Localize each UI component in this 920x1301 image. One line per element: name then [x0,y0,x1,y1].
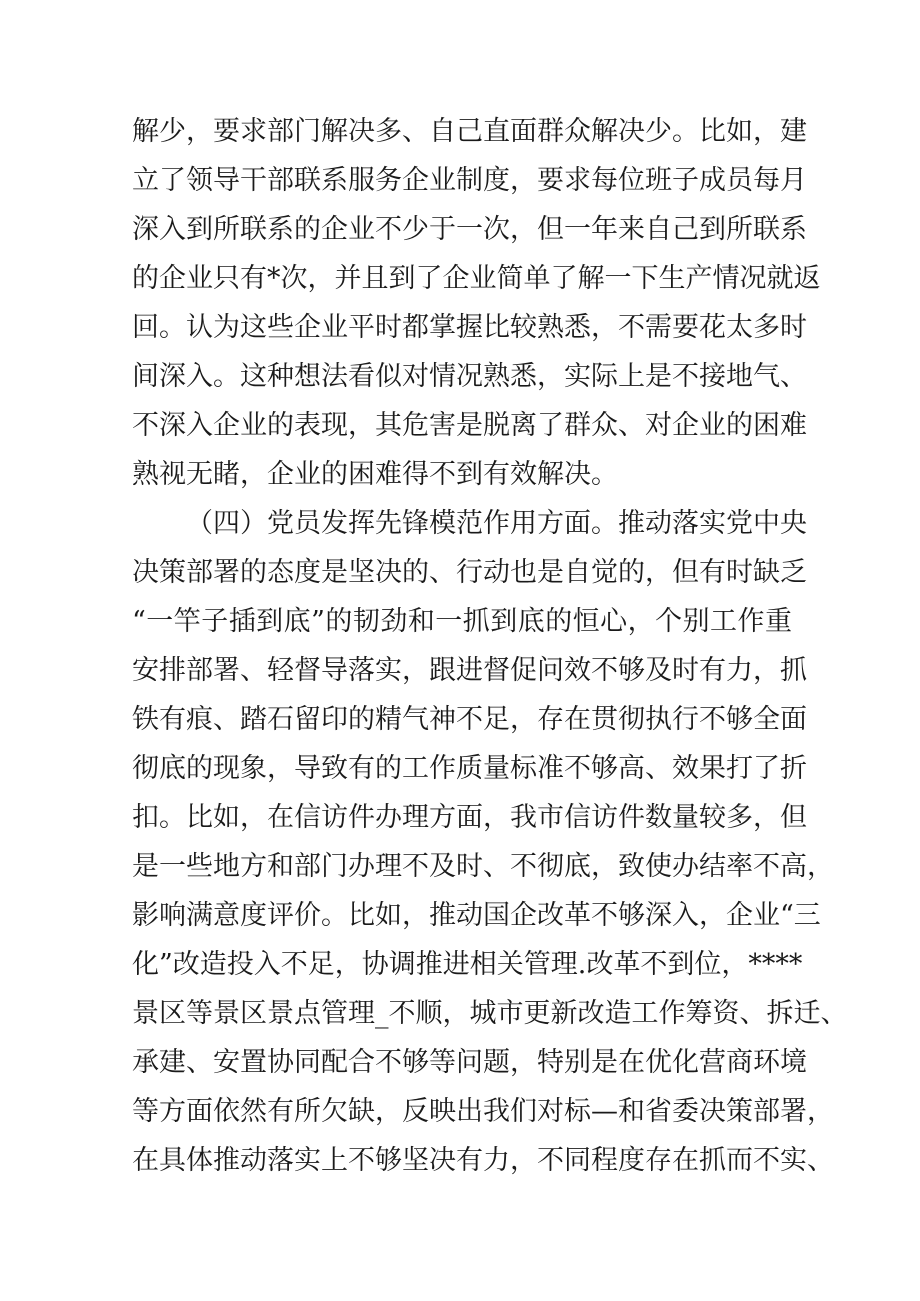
text-line: 立了领导干部联系服务企业制度，要求每位班子成员每月 [132,165,807,196]
text-line: “一竿子插到底”的韧劲和一抓到底的恒心，个别工作重 [132,606,792,637]
text-line: 化”改造投入不足，协调推进相关管理.改革不到位，**** [132,949,803,980]
text-line: 在具体推动落实上不够坚决有力，不同程度存在抓而不实、 [132,1145,834,1176]
text-line: 承建、安置协同配合不够等问题，特别是在优化营商环境 [132,1047,807,1078]
text-line: 影响满意度评价。比如，推动国企改革不够深入，企业“三 [132,900,821,931]
text-line: 彻底的现象，导致有的工作质量标准不够高、效果打了折 [132,753,807,784]
text-line: 深入到所联系的企业不少于一次，但一年来自己到所联系 [132,214,807,245]
text-line: 景区等景区景点管理_不顺，城市更新改造工作筹资、拆迁、 [132,998,848,1029]
body-text [132,107,848,1185]
text-line: 铁有痕、踏石留印的精气神不足，存在贯彻执行不够全面 [132,704,807,735]
text-line: 决策部署的态度是坚决的、行动也是自觉的，但有时缺乏 [132,557,807,588]
text-line: 是一些地方和部门办理不及时、不彻底，致使办结率不高， [132,851,834,882]
section-heading-line: （四）党员发挥先锋模范作用方面。推动落实党中央 [186,508,807,539]
text-line: 的企业只有*次，并且到了企业简单了解一下生产情况就返 [132,263,821,294]
text-line: 安排部署、轻督导落实，跟进督促问效不够及时有力，抓 [132,655,807,686]
text-line: 回。认为这些企业平时都掌握比较熟悉，不需要花太多时 [132,312,807,343]
text-line: 间深入。这种想法看似对情况熟悉，实际上是不接地气、 [132,361,807,392]
text-line: 不深入企业的表现，其危害是脱离了群众、对企业的困难 [132,410,807,441]
paragraph-end-line: 熟视无睹，企业的困难得不到有效解决。 [132,459,618,490]
text-line: 解少，要求部门解决多、自己直面群众解决少。比如，建 [132,116,807,147]
text-line: 扣。比如，在信访件办理方面，我市信访件数量较多，但 [132,802,807,833]
text-line: 等方面依然有所欠缺，反映出我们对标—和省委决策部署， [132,1096,834,1127]
